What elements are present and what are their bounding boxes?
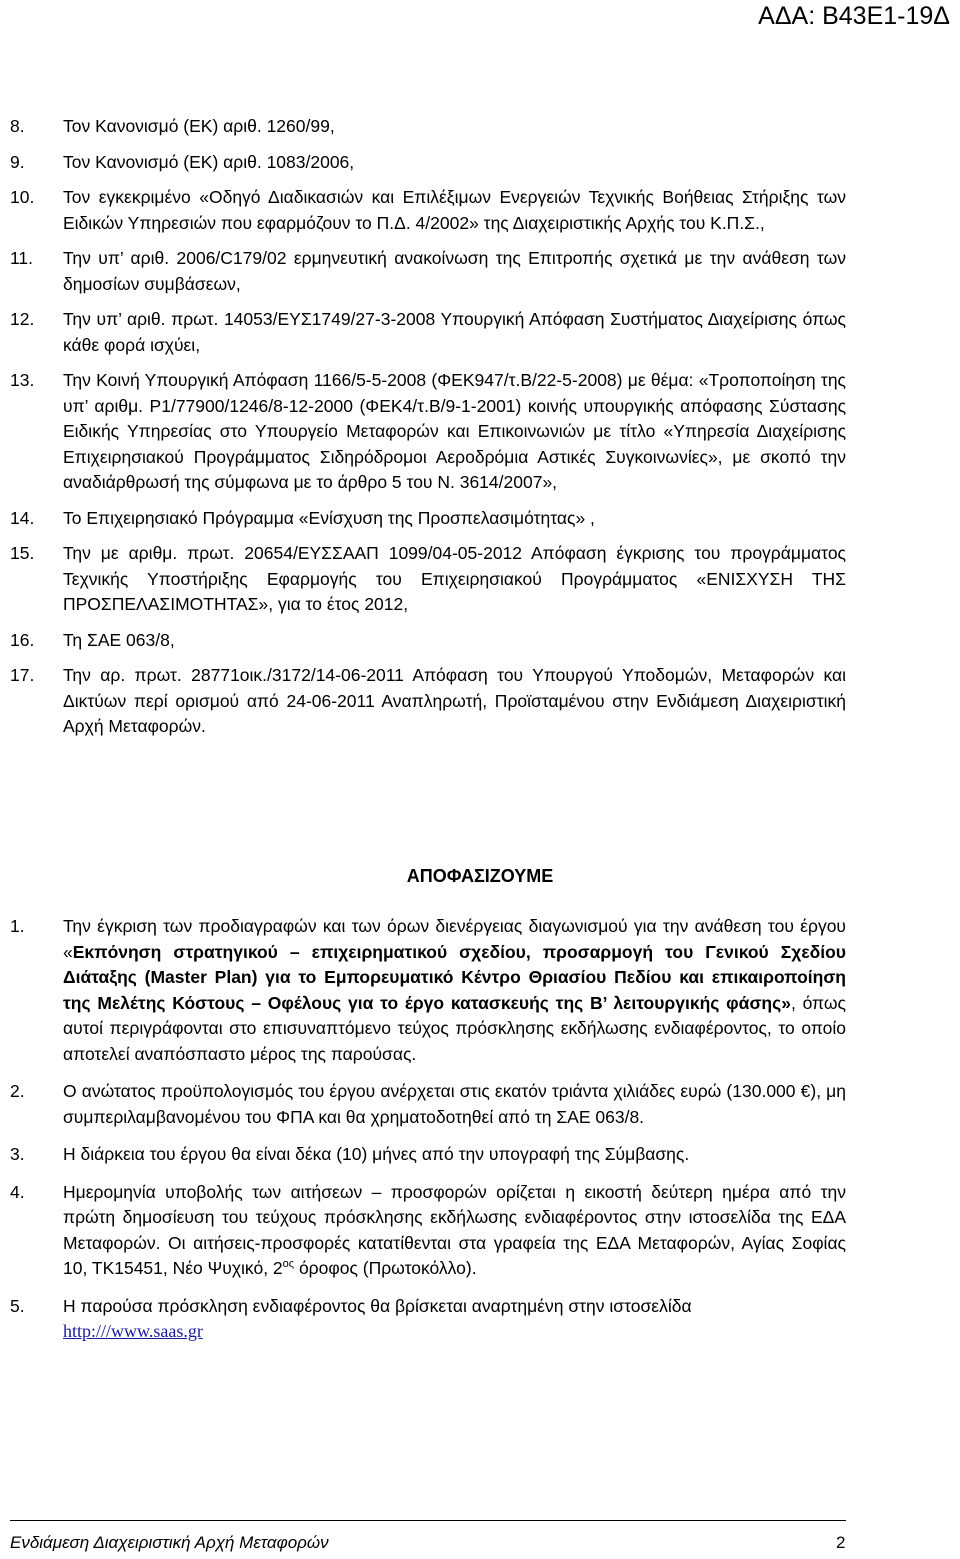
item-text: Το Επιχειρησιακό Πρόγραμμα «Ενίσχυση της Προσπελασιμότητας» , [63,507,595,528]
project-title: Εκπόνηση στρατηγικού – επιχειρηματικού σχεδίου, προσαρμογή του Γενικού Σχεδίου Διάταξης (Master Plan) για το Εμπορευματικό Κέντρο Θριασίου Πεδίου και επικαιροποίηση της Μελέτης Κόστους – Οφέλους για το έργο κατασκευής της Β’ λειτουργικής φάσης» [63,941,846,1013]
item-text: Τη ΣΑΕ 063/8, [63,629,175,650]
item-text: Την υπ’ αριθ. πρωτ. 14053/ΕΥΣ1749/27-3-2008 Υπουργική Απόφαση Συστήματος Διαχείρισης όπως κάθε φορά ισχύει, [63,309,846,355]
decision-text-pre: Την έγκριση των προδιαγραφών και των όρων διενέργειας διαγωνισμού για την ανάθεση του έργου « [63,916,846,962]
decision-text-post: όροφος (Πρωτοκόλλο). [294,1258,477,1278]
list-item [10,663,846,740]
item-text: Τον εγκεκριμένο «Οδηγό Διαδικασιών και Επιλέξιμων Ενεργειών Τεχνικής Βοήθειας Στήριξης των Ειδικών Υπηρεσιών που εφαρμόζουν το Π.Δ. 4/2002» της Διαχειριστικής Αρχής του Κ.Π.Σ., [63,187,846,233]
item-number: 17. [10,665,35,685]
item-text: Ο ανώτατος προϋπολογισμός του έργου ανέρχεται στις εκατόν τριάντα χιλιάδες ευρώ (130.000 €), μη συμπεριλαμβανομένου του ΦΠΑ και θα χρηματοδοτηθεί από τη ΣΑΕ 063/8. [63,1081,846,1127]
decision-text-post: , όπως αυτοί περιγράφονται στο επισυναπτόμενο τεύχος πρόσκλησης εκδήλωσης ενδιαφέροντος, το οποίο αποτελεί αναπόσπαστο μέρος της παρούσας. [63,992,846,1064]
page-number: 2 [836,1533,846,1552]
item-text: Την Κοινή Υπουργική Απόφαση 1166/5-5-2008 (ΦΕΚ947/τ.Β/22-5-2008) με θέμα: «Τροποποίηση της υπ’ αριθμ. Ρ1/77900/1246/8-12-2000 (ΦΕΚ4/τ.Β/9-1-2001) κοινής υπουργικής απόφασης Σύστασης Ειδικής Υπηρεσίας στο Υπουργείο Μεταφορών και Επικοινωνιών με τίτλο «Υπηρεσία Διαχείρισης Επιχειρησιακού Προγράμματος Σιδηρόδρομοι Αεροδρόμια Αστικές Συγκοινωνίες», με σκοπό την αναδιάρθρωσή της σύμφωνα με το άρθρο 5 του Ν. 3614/2007», [63,370,846,492]
footer-authority: Ενδιάμεση Διαχειριστική Αρχή Μεταφορών [10,1533,329,1552]
item-number: 14. [10,507,35,528]
item-number: 2. [10,1081,25,1101]
item-number: 1. [10,916,25,936]
item-number: 11. [10,248,34,268]
item-text: Τον Κανονισμό (ΕΚ) αριθ. 1260/99, [63,116,335,136]
decision-heading: ΑΠΟΦΑΣΙΖΟΥΜΕ [406,866,554,886]
item-text [63,1294,846,1345]
list-item [10,114,846,140]
item-number: 12. [10,309,35,329]
list-item [10,506,846,532]
item-text: Τον Κανονισμό (ΕΚ) αριθ. 1083/2006, [63,151,355,172]
item-number: 9. [10,151,25,172]
list-item [10,1079,846,1130]
item-number: 4. [10,1181,25,1202]
footer-divider [10,1520,846,1521]
list-item [10,246,846,297]
list-item [10,1294,846,1345]
list-item [10,368,846,496]
website-link[interactable]: http:///www.saas.gr [63,1321,203,1341]
decisions-list [10,914,846,1345]
item-number: 16. [10,629,35,650]
ordinal-superscript: ος [282,1258,295,1271]
item-number: 5. [10,1295,25,1316]
ada-header: ΑΔΑ: Β43Ε1-19Δ [758,2,950,30]
item-number: 3. [10,1144,25,1164]
decision-text-pre: Ημερομηνία υποβολής των αιτήσεων – προσφορών ορίζεται η εικοστή δεύτερη ημέρα από την πρώτη δημοσίευση του τεύχους πρόσκλησης εκδήλωσης ενδιαφέροντος στην ιστοσελίδα της ΕΔΑ Μεταφορών. Οι αιτήσεις-προσφορές κατατίθενται στα γραφεία της ΕΔΑ Μεταφορών, Αγίας Σοφίας 10, ΤΚ15451, Νέο Ψυχικό, 2 [63,1181,846,1278]
decision-text: Η παρούσα πρόσκληση ενδιαφέροντος θα βρίσκεται αναρτημένη στην ιστοσελίδα [63,1295,692,1316]
item-text: Την υπ’ αριθ. 2006/C179/02 ερμηνευτική ανακοίνωση της Επιτροπής σχετικά με την ανάθεση των δημοσίων συμβάσεων, [63,248,846,294]
considerations-list [10,114,846,740]
list-item [10,185,846,236]
item-text: Την αρ. πρωτ. 28771οικ./3172/14-06-2011 Απόφαση του Υπουργού Υποδομών, Μεταφορών και Δικτύων περί ορισμού από 24-06-2011 Αναπληρωτή, Προϊσταμένου στην Ενδιάμεση Διαχειριστική Αρχή Μεταφορών. [63,665,846,736]
list-item [10,150,846,176]
list-item [10,1180,846,1282]
item-number: 8. [10,116,25,136]
item-number: 10. [10,187,35,207]
item-text: Την με αριθμ. πρωτ. 20654/ΕΥΣΣΑΑΠ 1099/04-05-2012 Απόφαση έγκρισης του προγράμματος Τεχνικής Υποστήριξης Εφαρμογής του Επιχειρησιακού Προγράμματος «ΕΝΙΣΧΥΣΗ ΤΗΣ ΠΡΟΣΠΕΛΑΣΙΜΟΤΗΤΑΣ», για το έτος 2012, [63,543,846,614]
item-text [63,1180,846,1282]
list-item [10,914,846,1067]
list-item [10,541,846,618]
list-item [10,307,846,358]
list-item [10,628,846,654]
item-text: Η διάρκεια του έργου θα είναι δέκα (10) μήνες από την υπογραφή της Σύμβασης. [63,1144,690,1164]
item-text [63,914,846,1067]
item-number: 15. [10,543,35,563]
list-item [10,1142,846,1168]
item-number: 13. [10,370,35,390]
